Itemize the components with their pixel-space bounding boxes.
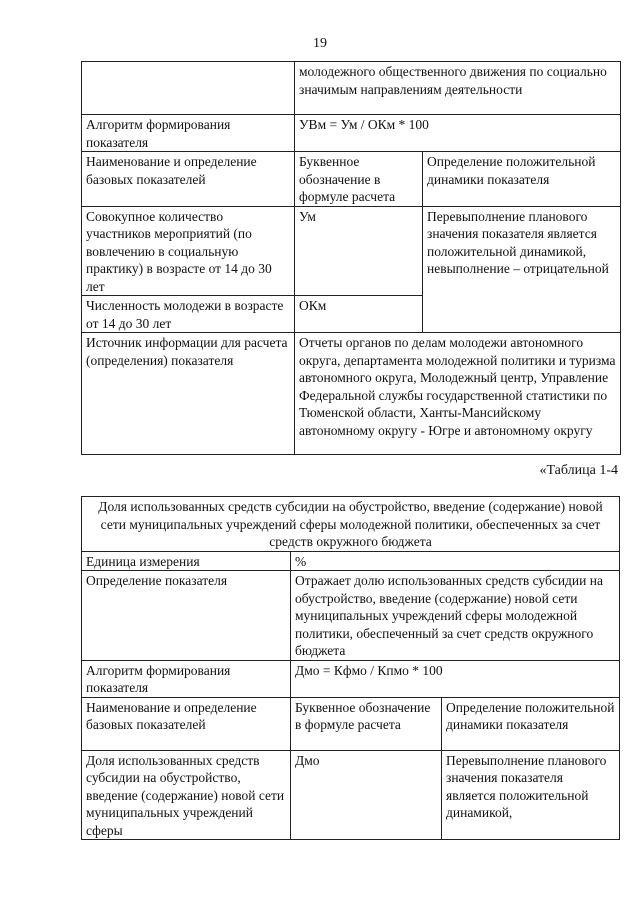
base-indicator-symbol: Дмо	[291, 750, 442, 840]
header-dynamics: Определение положительной динамики показателя	[442, 697, 620, 750]
unit-row	[82, 551, 620, 571]
algorithm-label: Алгоритм формирования показателя	[82, 660, 291, 697]
definition-label: Определение показателя	[82, 571, 291, 661]
base-indicator-name: Доля использованных средств субсидии на обустройство, введение (содержание) новой сети муниципальных учреждений сферы	[82, 750, 291, 840]
page-number: 19	[313, 36, 327, 51]
header-name: Наименование и определение базовых показателей	[82, 697, 291, 750]
algorithm-row	[82, 115, 621, 152]
continuation-text: молодежного общественного движения по социально значимым направлениям деятельности	[295, 62, 621, 115]
source-row	[82, 333, 621, 455]
base-indicator-symbol: Ум	[295, 206, 423, 296]
indicator-table-continued	[81, 61, 621, 455]
header-symbol: Буквенное обозначение в формуле расчета	[295, 152, 423, 207]
header-symbol: Буквенное обозначение в формуле расчета	[291, 697, 442, 750]
indicator-title: Доля использованных средств субсидии на обустройство, введение (содержание) новой сети муниципальных учреждений сферы молодежной политики, обеспеченных за счет средств окружного бюджета	[82, 497, 620, 552]
unit-label: Единица измерения	[82, 551, 291, 571]
header-dynamics: Определение положительной динамики показателя	[423, 152, 621, 207]
continuation-row	[82, 62, 621, 115]
base-indicator-symbol: ОКм	[295, 296, 423, 333]
base-indicator-name: Совокупное количество участников мероприятий (по вовлечению в социальную практику) в возрасте от 14 до 30 лет	[82, 206, 295, 296]
positive-dynamics-definition: Перевыполнение планового значения показателя является положительной динамикой,	[442, 750, 620, 840]
empty-cell	[82, 62, 295, 115]
positive-dynamics-definition: Перевыполнение планового значения показателя является положительной динамикой, невыполнение – отрицательной	[423, 206, 621, 333]
algorithm-row	[82, 660, 620, 697]
table-caption: «Таблица 1-4	[539, 463, 618, 478]
title-row	[82, 497, 620, 552]
table-row	[82, 206, 621, 296]
algorithm-label: Алгоритм формирования показателя	[82, 115, 295, 152]
algorithm-formula: Дмо = Кфмо / Кпмо * 100	[291, 660, 620, 697]
definition-value: Отражает долю использованных средств субсидии на обустройство, введение (содержание) новой сети муниципальных учреждений сферы молодежной политики, обеспеченный за счет средств окружного бюджета	[291, 571, 620, 661]
source-label: Источник информации для расчета (определения) показателя	[82, 333, 295, 455]
definition-row	[82, 571, 620, 661]
source-text: Отчеты органов по делам молодежи автономного округа, департамента молодежной политики и туризма автономного округа, Молодежный центр, Управление Федеральной службы государственной статистики по Тюменской области, Ханты-Мансийскому автономному округу - Югре и автономному округу	[295, 333, 621, 455]
header-row	[82, 697, 620, 750]
algorithm-formula: УВм = Ум / ОКм * 100	[295, 115, 621, 152]
table-row	[82, 750, 620, 840]
unit-value: %	[291, 551, 620, 571]
base-indicator-name: Численность молодежи в возрасте от 14 до 30 лет	[82, 296, 295, 333]
indicator-table	[81, 496, 620, 840]
header-row	[82, 152, 621, 207]
header-name: Наименование и определение базовых показателей	[82, 152, 295, 207]
